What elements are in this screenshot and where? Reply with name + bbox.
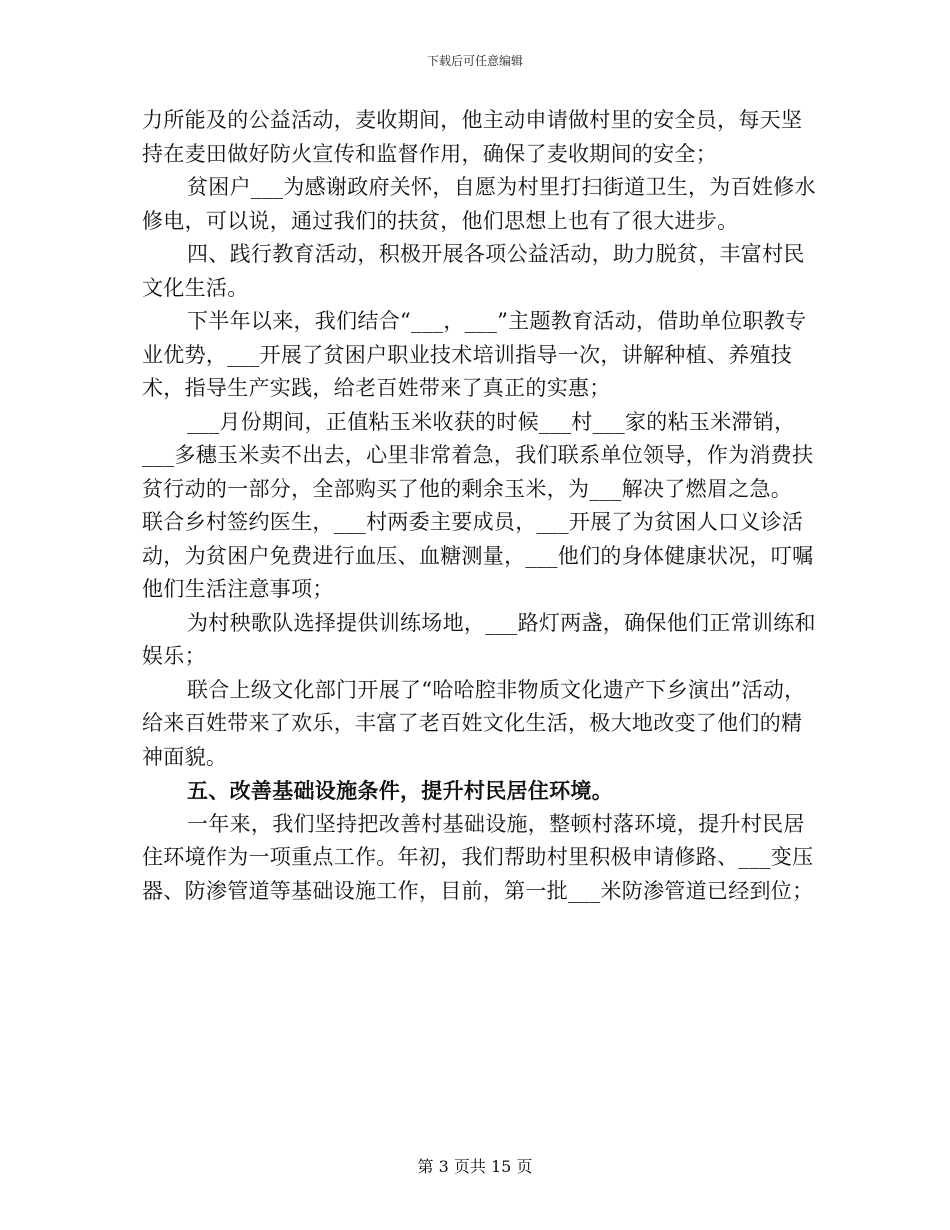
section-five-heading: 五、改善基础设施条件，提升村民居住环境。 — [187, 778, 613, 803]
section-four-title: 四、践行教育活动，积极开展各项公益活动，助力脱贫，丰富村民文化生活。 — [142, 242, 805, 300]
paragraph-yangge: 为村秧歌队选择提供训练场地，___路灯两盏，确保他们正常训练和娱乐； — [142, 610, 816, 668]
paragraph-clinic: 联合乡村签约医生，___村两委主要成员，___开展了为贫困人口义诊活动，为贫困户免费进行血压、血糖测量，___他们的身体健康状况，叮嘱他们生活注意事项； — [142, 510, 814, 601]
paragraph-second-half: 下半年以来，我们结合“___，___”主题教育活动，借助单位职教专业优势，___开展了贫困户职业技术培训指导一次，讲解种植、养殖技术，指导生产实践，给老百姓带来了真正的实惠； — [142, 309, 807, 400]
paragraph-corn-sales: ___月份期间，正值粘玉米收获的时候___村___家的粘玉米滞销，___多穗玉米卖不出去，心里非常着急，我们联系单位领导，作为消费扶贫行动的一部分，全部购买了他的剩余玉米，为___解决了燃眉之急。 — [142, 409, 814, 501]
document-body — [142, 104, 818, 908]
paragraph-poor-household: 贫困户___为感谢政府关怀，自愿为村里打扫街道卫生，为百姓修水修电，可以说，通过我们的扶贫，他们思想上也有了很大进步。 — [142, 175, 816, 233]
page-footer: 第 3 页共 15 页 — [417, 1157, 533, 1176]
paragraph-culture: 联合上级文化部门开展了“哈哈腔非物质文化遗产下乡演出”活动，给来百姓带来了欢乐，丰富了老百姓文化生活，极大地改变了他们的精神面貌。 — [142, 677, 806, 769]
paragraph-infrastructure: 一年来，我们坚持把改善村基础设施，整顿村落环境，提升村民居住环境作为一项重点工作。年初，我们帮助村里积极申请修路、___变压器、防渗管道等基础设施工作，目前，第一批___米防渗管道已经到位； — [142, 811, 814, 903]
paragraph-continued-1: 力所能及的公益活动，麦收期间，他主动申请做村里的安全员，每天坚持在麦田做好防火宣传和监督作用，确保了麦收期间的安全； — [142, 108, 803, 166]
page-header: 下载后可任意编辑 — [426, 54, 523, 68]
